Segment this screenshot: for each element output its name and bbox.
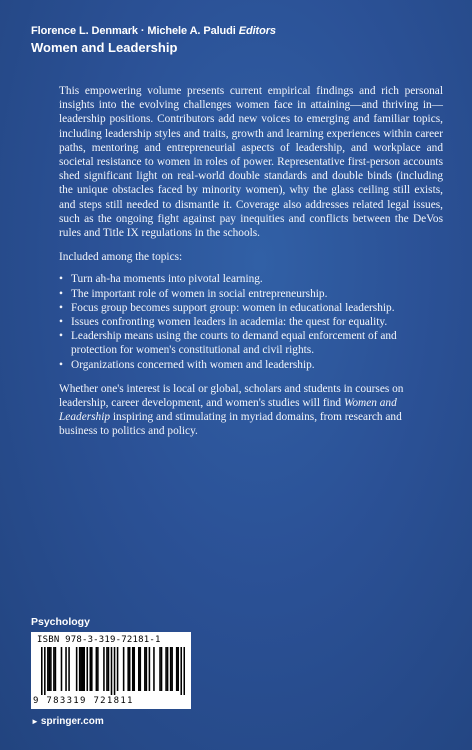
barcode-bar	[167, 647, 169, 691]
barcode-bar	[138, 647, 140, 691]
blurb	[59, 84, 443, 449]
barcode-bar	[161, 647, 163, 691]
barcode-bar	[159, 647, 161, 691]
topic-item: • Organizations concerned with women and leadership.	[59, 358, 443, 372]
barcode-bar	[133, 647, 135, 691]
topic-item: • Turn ah-ha moments into pivotal learning.	[59, 272, 443, 286]
arrow-right-icon: ►	[31, 717, 39, 726]
barcode-bar	[103, 647, 105, 691]
barcode-bar	[129, 647, 131, 691]
barcode-bar	[76, 647, 78, 691]
barcode-bar	[96, 647, 98, 691]
barcode-bar	[82, 647, 84, 691]
editors-role: Editors	[238, 25, 276, 37]
barcode-bar	[117, 647, 119, 691]
barcode-bar	[127, 647, 129, 691]
barcode-bar	[61, 647, 63, 691]
editors-line	[31, 25, 276, 37]
barcode-bar	[108, 647, 110, 691]
isbn-barcode	[31, 632, 191, 709]
closing-book-title: Women and Leadership	[59, 397, 397, 424]
barcode-bar	[47, 647, 49, 691]
barcode-bar	[44, 647, 46, 695]
barcode-bar	[180, 647, 182, 695]
editors-names: Florence L. Denmark · Michele A. Paludi	[31, 25, 236, 37]
barcode-bar	[55, 647, 57, 691]
barcode-bar	[140, 647, 142, 691]
barcode-bar	[41, 647, 43, 695]
barcode-bar	[65, 647, 67, 691]
barcode-bar	[91, 647, 93, 691]
topics-heading: Included among the topics:	[59, 251, 183, 264]
publisher-url: springer.com	[40, 716, 104, 727]
barcode-bar	[114, 647, 116, 695]
barcode-bar	[177, 647, 179, 691]
barcode-bar	[49, 647, 51, 691]
barcode-bar	[68, 647, 70, 691]
barcode-bar	[165, 647, 167, 691]
barcode-bar	[123, 647, 125, 691]
topics-list	[59, 272, 443, 371]
blurb-closing	[59, 382, 443, 439]
barcode-bar	[183, 647, 185, 695]
barcode-bar	[53, 647, 55, 691]
barcode-bar	[79, 647, 81, 691]
barcode-bar	[144, 647, 146, 691]
barcode-bar	[97, 647, 99, 691]
barcode-bar	[86, 647, 88, 691]
barcode-bars	[41, 647, 185, 695]
barcode-bar	[146, 647, 148, 691]
topic-item: • Issues confronting women leaders in academia: the quest for equality.	[59, 315, 443, 329]
barcode-bar	[171, 647, 173, 691]
topic-item: • Focus group becomes support group: women in educational leadership.	[59, 301, 443, 315]
barcode-bar	[90, 647, 92, 691]
closing-text-start: Whether one's interest is local or global, scholars and students in courses on leadership, career development, and women's studies will find	[59, 382, 404, 410]
barcode-bar	[170, 647, 172, 691]
subject-category: Psychology	[31, 616, 90, 628]
isbn-label: ISBN 978-3-319-72181-1	[37, 635, 161, 645]
book-title: Women and Leadership	[31, 40, 178, 55]
barcode-bar	[83, 647, 85, 691]
closing-text-end: inspiring and stimulating in myriad domains, from research and business to politics and policy.	[59, 411, 402, 438]
barcode-bar	[111, 647, 113, 695]
publisher-link[interactable]	[31, 716, 104, 727]
barcode-digits: 9 783319 721811	[33, 696, 134, 706]
barcode-bar	[132, 647, 134, 691]
barcode-bar	[80, 647, 82, 691]
barcode-bar	[50, 647, 52, 691]
topic-item: • Leadership means using the courts to demand equal enforcement of and protection for women's constitutional and civil rights.	[59, 329, 443, 357]
blurb-intro: This empowering volume presents current empirical findings and rich personal insights into the evolving challenges women face in attaining—and thriving in—leadership positions. Contributors add new voices to emerging and familiar topics, including leadership styles and traits, growth and learning experiences within career paths, mentoring and entrepreneurial aspects of leadership, and workplace and societal resistance to women in roles of power. Representative first-person accounts shed significant light on real-world double standards and double binds (including the unique obstacles faced by minority women), why the glass ceiling still exists, and steps still needed to dismantle it. Coverage also addresses related legal issues, such as the ongoing fight against pay inequities and conflicts between the DeVos rules and Title IX regulations in the schools.	[59, 85, 443, 240]
barcode-bar	[153, 647, 155, 691]
barcode-bar	[176, 647, 178, 691]
barcode-bar	[149, 647, 151, 691]
topic-item: • The important role of women in social entrepreneurship.	[59, 287, 443, 301]
barcode-bar	[106, 647, 108, 691]
